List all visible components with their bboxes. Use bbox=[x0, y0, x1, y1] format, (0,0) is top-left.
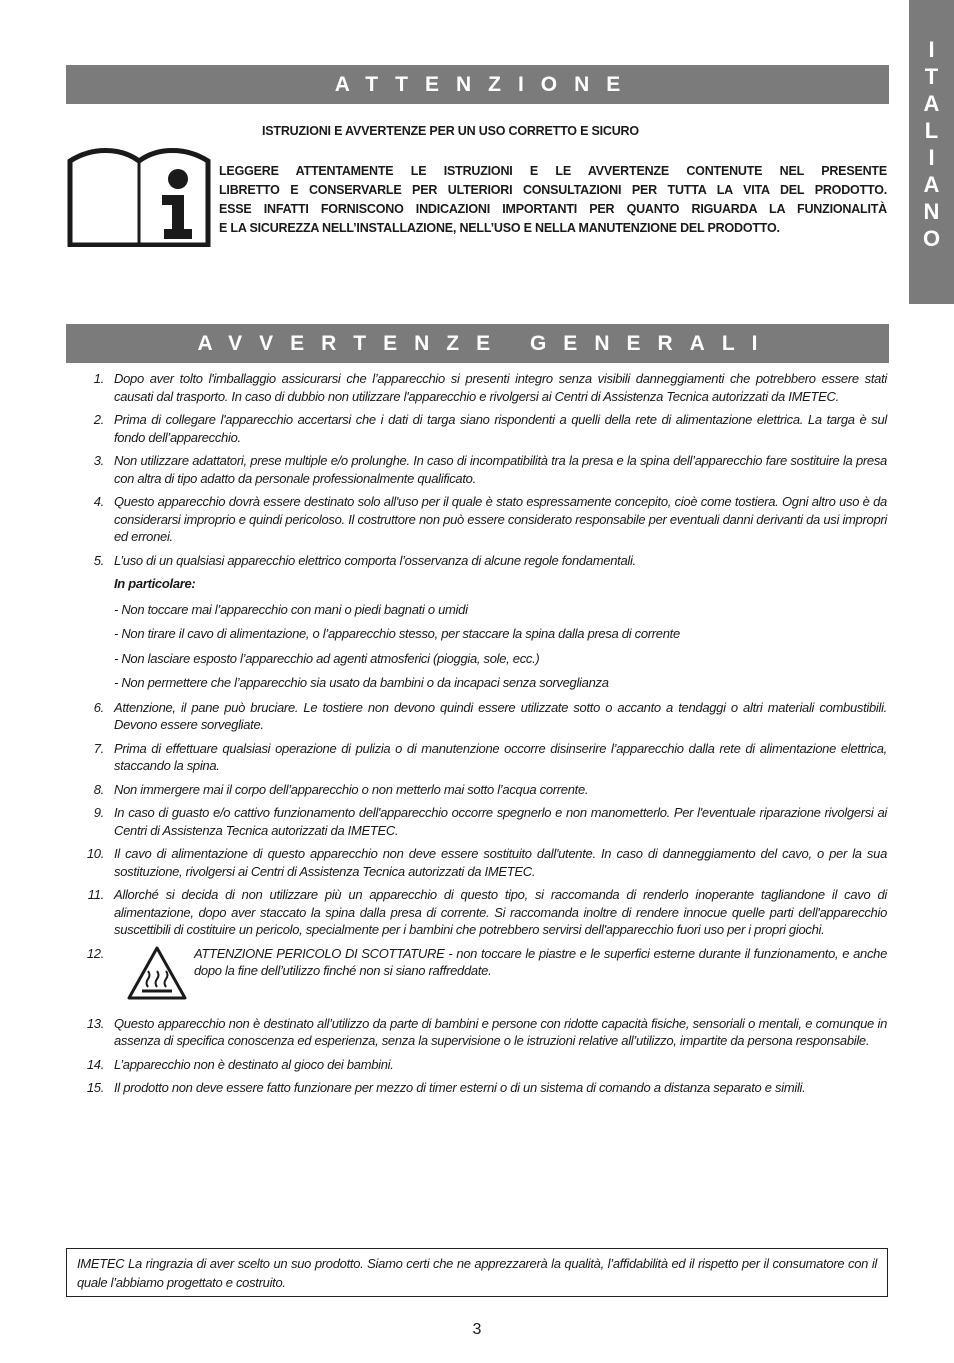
intro-line: ESSE INFATTI FORNISCONO INDICAZIONI IMPORTANTI PER QUANTO RIGUARDA LA FUNZIONALITÀ bbox=[219, 202, 887, 216]
item-text: L’uso di un qualsiasi apparecchio elettrico comporta l’osservanza di alcune regole fondamentali. bbox=[114, 552, 636, 568]
item-text: Dopo aver tolto l'imballaggio assicurarsi che l’apparecchio si presenti integro senza visibili danneggiamenti che potrebbero essere stati causati dal trasporto. In caso di dubbio non utilizzare l'apparecchio e rivolgersi ai Centri di Assistenza Tecnica autorizzati da IMETEC. bbox=[114, 371, 887, 404]
list-item bbox=[66, 493, 887, 546]
attention-banner bbox=[66, 65, 889, 104]
list-item bbox=[66, 886, 887, 939]
list-item bbox=[66, 781, 887, 799]
list-item bbox=[66, 552, 887, 570]
item-number: 15. bbox=[86, 1080, 104, 1095]
attention-intro bbox=[219, 162, 887, 238]
bullet-item: - Non lasciare esposto l’apparecchio ad agenti atmosferici (pioggia, sole, ecc.) bbox=[114, 650, 540, 666]
item-number: 13. bbox=[86, 1015, 104, 1031]
list-item bbox=[66, 845, 887, 880]
item-text: Il cavo di alimentazione di questo apparecchio non deve essere sostituito dall'utente. In caso di danneggiamento del cavo, o per la sua sostituzione, rivolgersi ai Centri di Assistenza Tecnica autorizzati da IMETEC. bbox=[114, 846, 887, 879]
language-letter: I bbox=[928, 37, 935, 62]
item-text: Prima di effettuare qualsiasi operazione di pulizia o di manutenzione occorre disinserire l’apparecchio dalla rete di alimentazione elettrica, staccando la spina. bbox=[114, 740, 887, 773]
info-book-icon bbox=[66, 143, 212, 247]
item-number: 12. bbox=[86, 945, 104, 961]
item-text: Allorché si decida di non utilizzare più un apparecchio di questo tipo, si raccomanda di renderlo inoperante tagliandone il cavo di alimentazione, dopo aver staccato la spina dalla presa di corrente. Si raccomanda inoltre di rendere innocue quelle parti dell'apparecchio suscettibili di costituire un pericolo, specialmente per i bambini che potrebbero servirsi dell'apparecchio fuori uso per i propri giochi. bbox=[114, 887, 887, 937]
attention-title: ATTENZIONE bbox=[334, 72, 638, 96]
bullet-item: - Non tirare il cavo di alimentazione, o l’apparecchio stesso, per staccare la spina dalla presa di corrente bbox=[114, 626, 680, 641]
intro-line: E LA SICUREZZA NELL’INSTALLAZIONE, NELL’USO E NELLA MANUTENZIONE DEL PRODOTTO. bbox=[219, 221, 780, 235]
intro-line: LEGGERE ATTENTAMENTE LE ISTRUZIONI E LE AVVERTENZE CONTENUTE NEL PRESENTE bbox=[219, 164, 887, 178]
item-text: Il prodotto non deve essere fatto funzionare per mezzo di timer esterni o di un sistema di comando a distanza separato e simili. bbox=[114, 1080, 806, 1095]
item-text: Prima di collegare l'apparecchio accertarsi che i dati di targa siano rispondenti a quelli della rete di alimentazione elettrica. La targa è sul fondo dell’apparecchio. bbox=[114, 412, 887, 445]
list-item bbox=[66, 452, 887, 487]
language-letter: O bbox=[922, 226, 941, 251]
language-letter: I bbox=[928, 145, 935, 170]
attention-subtitle: ISTRUZIONI E AVVERTENZE PER UN USO CORRETTO E SICURO bbox=[262, 124, 639, 138]
thank-you-note: IMETEC La ringrazia di aver scelto un suo prodotto. Siamo certi che ne apprezzarerà la qualità, l’affidabilità ed il rispetto per il consumatore con il quale l’abbiamo progettato e costruito. bbox=[66, 1248, 888, 1297]
list-item bbox=[66, 804, 887, 839]
item-number: 3. bbox=[93, 453, 104, 468]
list-item-hot-surface bbox=[66, 945, 887, 1001]
item-text: Questo apparecchio non è destinato all’utilizzo da parte di bambini e persone con ridotte capacità fisiche, sensoriali o mentali, e comunque in assenza di specifica conoscenza ed esperienza, senza la supervisione o le istruzioni relative all’utilizzo, impartite da persona responsabile. bbox=[114, 1015, 887, 1048]
bullet-item: - Non toccare mai l’apparecchio con mani o piedi bagnati o umidi bbox=[114, 601, 468, 617]
item-text: Attenzione, il pane può bruciare. Le tostiere non devono quindi essere utilizzate sotto o accanto a tendaggi o altri materiali combustibili. Devono essere sorvegliate. bbox=[114, 699, 887, 732]
language-tab bbox=[909, 0, 954, 304]
list-item bbox=[66, 699, 887, 734]
item-number: 11. bbox=[87, 887, 104, 902]
item-text: In caso di guasto e/o cattivo funzionamento dell'apparecchio occorre spegnerlo e non manometterlo. Per l'eventuale riparazione rivolgersi ai Centri di Assistenza Tecnica autorizzati da IMETEC. bbox=[114, 805, 887, 838]
item-number: 6. bbox=[93, 699, 104, 715]
list-item bbox=[66, 740, 887, 775]
item-number: 7. bbox=[93, 740, 104, 756]
language-letter: T bbox=[924, 64, 939, 89]
intro-line: LIBRETTO E CONSERVARLE PER ULTERIORI CONSULTAZIONI PER TUTTA LA VITA DEL PRODOTTO. bbox=[219, 183, 887, 197]
item-text: Questo apparecchio dovrà essere destinato solo all'uso per il quale è stato espressamente concepito, cioè come tostiera. Ogni altro uso è da considerarsi improprio e quindi pericoloso. Il costruttore non può essere considerato responsabile per eventuali danni derivanti da usi impropri ed erronei. bbox=[114, 494, 887, 544]
item-number: 5. bbox=[93, 552, 104, 568]
item-number: 10. bbox=[86, 846, 104, 861]
item-text: L’apparecchio non è destinato al gioco dei bambini. bbox=[114, 1056, 394, 1072]
language-letter: L bbox=[924, 118, 939, 143]
item-number: 2. bbox=[93, 412, 104, 427]
language-letter: N bbox=[923, 199, 940, 224]
item-text: ATTENZIONE PERICOLO DI SCOTTATURE - non toccare le piastre e le superfici esterne durante il funzionamento, e anche dopo la fine dell’utilizzo finché non si siano raffreddate. bbox=[194, 945, 887, 978]
item-number: 4. bbox=[93, 494, 104, 509]
list-item bbox=[66, 370, 887, 405]
list-item bbox=[66, 1015, 887, 1050]
item-number: 9. bbox=[93, 805, 104, 820]
language-letter: A bbox=[923, 172, 940, 197]
item-text: Non utilizzare adattatori, prese multiple e/o prolunghe. In caso di incompatibilità tra la presa e la spina dell’apparecchio fare sostituire la presa con altra di tipo adatto da personale professionalmente qualificato. bbox=[114, 453, 887, 486]
list-item bbox=[66, 411, 887, 446]
bullet-item: - Non permettere che l’apparecchio sia usato da bambini o da incapaci senza sorveglianza bbox=[114, 675, 609, 690]
page-number: 3 bbox=[472, 1321, 482, 1338]
hot-surface-warning-icon bbox=[126, 945, 188, 1001]
item-number: 1. bbox=[93, 371, 104, 386]
item-number: 14. bbox=[86, 1056, 104, 1072]
general-warnings-list bbox=[66, 370, 887, 1103]
general-warnings-banner bbox=[66, 324, 889, 363]
list-item bbox=[66, 1079, 887, 1097]
language-letter: A bbox=[923, 91, 940, 116]
list-item bbox=[66, 1056, 887, 1074]
general-warnings-title: AVVERTENZE GENERALI bbox=[197, 331, 775, 355]
item-text: Non immergere mai il corpo dell’apparecchio o non metterlo mai sotto l’acqua corrente. bbox=[114, 781, 589, 797]
particular-heading: In particolare: bbox=[114, 576, 196, 591]
item-number: 8. bbox=[93, 781, 104, 797]
